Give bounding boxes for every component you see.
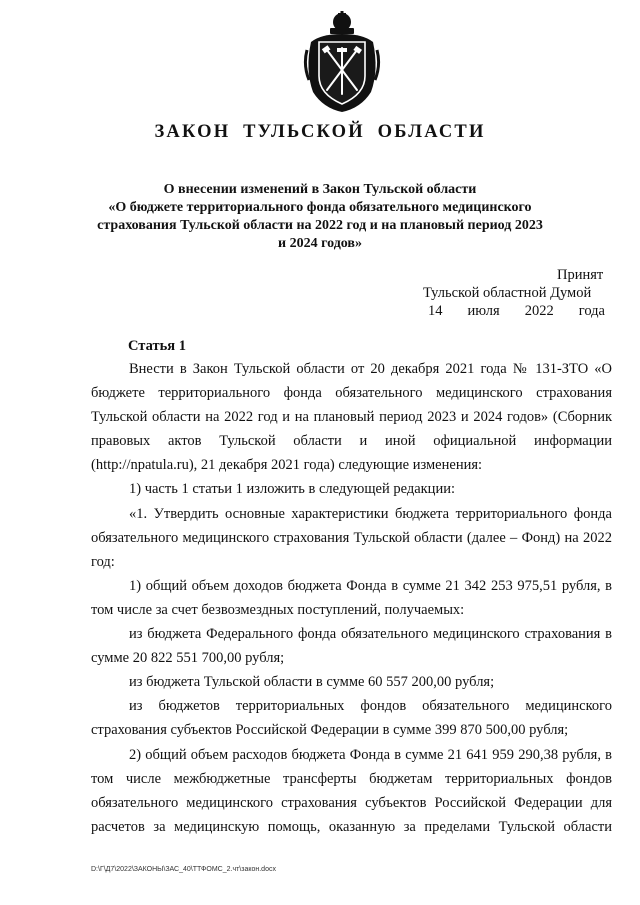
paragraph: «1. Утвердить основные характеристики бюджета территориального фонда обязательного медицинского страхования Тульской области (далее – Фонд) на 2022 год: — [91, 505, 612, 570]
adopted-month: июля — [467, 303, 500, 319]
paragraph: из бюджета Федерального фонда обязательного медицинского страхования в сумме 20 822 551 700,00 рубля; — [91, 626, 612, 667]
law-subtitle — [70, 181, 570, 253]
file-path-footer: D:\Г\Д7\2022\ЗАКОНЫ\ЗАС_40\ТТФОМС_2.чт\закон.docx — [91, 866, 276, 873]
subtitle-line: страхования Тульской области на 2022 год и на плановый период 2023 — [97, 218, 543, 233]
paragraph: 1) часть 1 статьи 1 изложить в следующей редакции: — [129, 481, 455, 498]
paragraph: из бюджетов территориальных фондов обязательного медицинского страхования субъектов Российской Федерации в сумме 399 870 500,00 рубля; — [91, 698, 612, 739]
article-body — [91, 357, 612, 839]
paragraph: 2) общий объем расходов бюджета Фонда в сумме 21 641 959 290,38 рубля, в том числе межбюджетные трансферты бюджетам территориальных фондов обязательного медицинского страхования субъектов Российской Федерации для расчетов за медицинскую помощь, оказанную за пределами Тульской области — [91, 746, 612, 835]
tula-coat-of-arms-emblem — [303, 10, 381, 114]
adopted-year: 2022 — [524, 303, 554, 319]
paragraph: из бюджета Тульской области в сумме 60 557 200,00 рубля; — [129, 674, 495, 691]
paragraph: 1) общий объем доходов бюджета Фонда в сумме 21 342 253 975,51 рубля, в том числе за счет безвозмездных поступлений, получаемых: — [91, 577, 612, 618]
subtitle-line: и 2024 годов» — [278, 236, 362, 251]
law-title: ЗАКОН ТУЛЬСКОЙ ОБЛАСТИ — [154, 122, 486, 142]
adopted-label: Принят — [557, 267, 604, 283]
adopted-date — [428, 302, 605, 320]
adopted-year-word: года — [578, 303, 605, 319]
subtitle-line: О внесении изменений в Закон Тульской области — [163, 182, 477, 197]
subtitle-line: «О бюджете территориального фонда обязательного медицинского — [108, 200, 532, 215]
adopted-day: 14 — [428, 303, 443, 319]
adopted-by: Тульской областной Думой — [423, 285, 592, 301]
paragraph: Внести в Закон Тульской области от 20 декабря 2021 года № 131-ЗТО «О бюджете территориального фонда обязательного медицинского страхования Тульской области на 2022 год и на плановый период 2023 и 2024 годов» (Сборник правовых актов Тульской области и иной официальной информации (http://npatula.ru), 21 декабря 2021 года) следующие изменения: — [91, 361, 612, 474]
article-heading: Статья 1 — [128, 338, 186, 354]
